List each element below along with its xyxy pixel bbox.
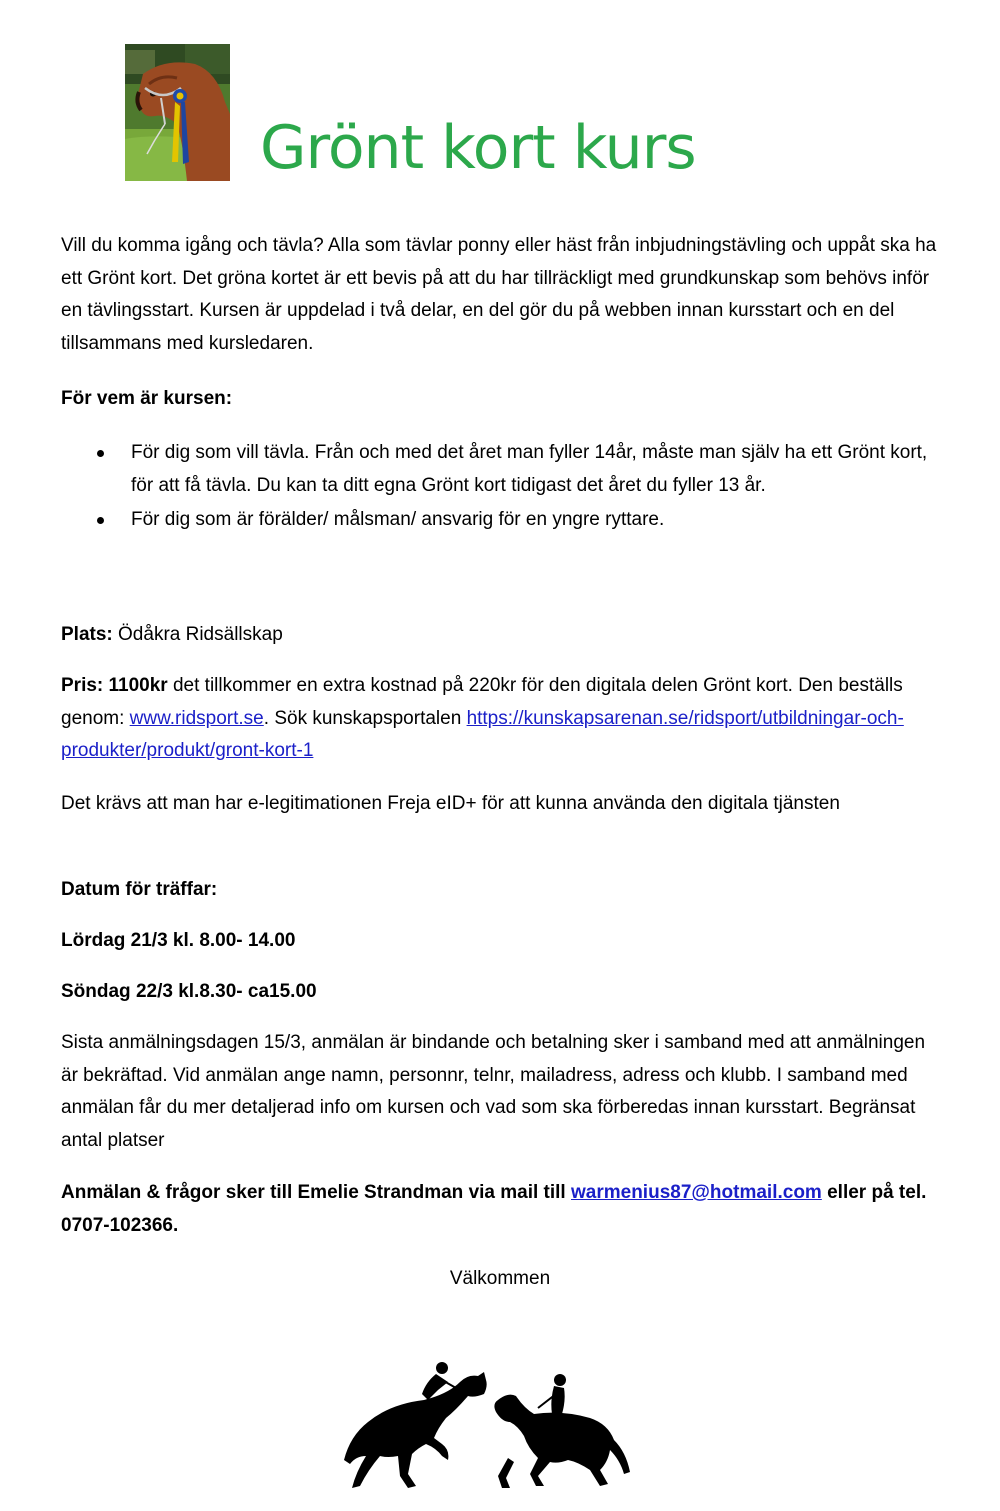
ridsport-link[interactable]: www.ridsport.se xyxy=(129,707,264,729)
riders-silhouette-icon xyxy=(338,1352,638,1492)
email-link[interactable]: warmenius87@hotmail.com xyxy=(571,1182,822,1203)
price-label: Pris: 1100kr xyxy=(61,675,168,696)
contact-paragraph xyxy=(61,1177,946,1242)
price-text-2: . Sök kunskapsportalen xyxy=(263,707,467,729)
audience-list xyxy=(61,437,946,537)
location-label: Plats: xyxy=(61,624,113,645)
registration-paragraph: Sista anmälningsdagen 15/3, anmälan är bindande och betalning sker i samband med att anmälningen är bekräftad. Vid anmälan ange namn, personnr, telnr, mailadress, adress och klubb. I samband med anmälan får du mer detaljerad info om kursen och vad som ska förberedas innan kursstart. Begränsat antal platser xyxy=(61,1032,926,1151)
audience-heading: För vem är kursen: xyxy=(61,388,233,409)
list-item: För dig som är förälder/ målsman/ ansvarig för en yngre ryttare. xyxy=(61,504,946,537)
intro-paragraph: Vill du komma igång och tävla? Alla som tävlar ponny eller häst från inbjudningstävling och uppåt ska ha ett Grönt kort. Det gröna kortet är ett bevis på att du har tillräckligt med grundkunskap som behövs inför en tävlingsstart. Kursen är uppdelad i två delar, en del gör du på webben innan kursstart och en del tillsammans med kursledaren. xyxy=(61,235,937,354)
date-saturday: Lördag 21/3 kl. 8.00- 14.00 xyxy=(61,930,296,951)
location-value: Ödåkra Ridsällskap xyxy=(112,624,283,645)
date-sunday: Söndag 22/3 kl.8.30- ca15.00 xyxy=(61,981,317,1002)
page-title: Grönt kort kurs xyxy=(260,113,696,183)
kunskapsarenan-link[interactable]: https://kunskapsarenan.se/ridsport/utbildningar-och-produkter/produkt/gront-kort-1 xyxy=(61,707,904,761)
contact-text-2: eller på tel. 0707-102366. xyxy=(61,1182,927,1236)
contact-text: Anmälan & frågor sker till Emelie Strandman via mail till xyxy=(61,1182,571,1203)
dates-heading: Datum för träffar: xyxy=(61,879,218,900)
horse-photo xyxy=(125,44,230,181)
closing-text: Välkommen xyxy=(449,1268,551,1289)
freja-paragraph: Det krävs att man har e-legitimationen Freja eID+ för att kunna använda den digitala tjänsten xyxy=(61,793,840,814)
location-line xyxy=(61,619,946,652)
price-text: det tillkommer en extra kostnad på 220kr för den digitala delen Grönt kort. Den beställs genom: xyxy=(61,675,903,729)
list-item: För dig som vill tävla. Från och med det året man fyller 14år, måste man själv ha ett Grönt kort, för att få tävla. Du kan ta ditt egna Grönt kort tidigast det året du fyller 13 år. xyxy=(61,437,946,502)
price-paragraph xyxy=(61,670,946,768)
